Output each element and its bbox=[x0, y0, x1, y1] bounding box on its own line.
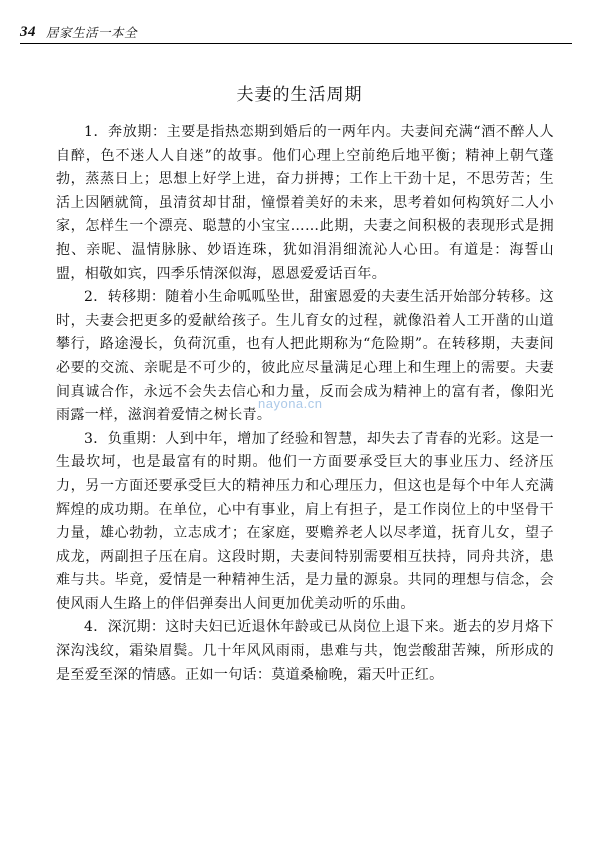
running-header bbox=[20, 20, 572, 44]
paragraph-3: 3．负重期：人到中年，增加了经验和智慧，却失去了青春的光彩。这是一生最坎坷，也是最富有的时期。他们一方面要承受巨大的事业压力、经济压力，另一方面还要承受巨大的精神压力和心理压力，但这也是每个中年人充满辉煌的成功期。在单位，心中有事业，肩上有担子，是工作岗位上的中坚骨干力量，雄心勃勃，立志成才；在家庭，要赡养老人以尽孝道，抚育儿女，望子成龙，两副担子压在肩。这段时期，夫妻间特别需要相互扶持，同舟共济，患难与共。毕竟，爱情是一种精神生活，是力量的源泉。共同的理想与信念，会使风雨人生路上的伴侣弹奏出人间更加优美动听的乐曲。 bbox=[56, 430, 554, 612]
book-title: 居家生活一本全 bbox=[46, 25, 138, 40]
paragraph-1: 1．奔放期：主要是指热恋期到婚后的一两年内。夫妻间充满“酒不醉人人自醉，色不迷人人自迷”的故事。他们心理上空前绝后地平衡；精神上朝气蓬勃，蒸蒸日上；思想上好学上进，奋力拼搏；工作上干劲十足，不思劳苦；生活上因陋就简，虽清贫却甘甜，憧憬着美好的未来，思考着如何构筑好二人小家，怎样生一个漂亮、聪慧的小宝宝……此期，夫妻之间积极的表现形式是拥抱、亲昵、温情脉脉、妙语连珠，犹如涓涓细流沁人心田。有道是：海誓山盟，相敬如宾，四季乐情深似海，恩恩爱爱话百年。 bbox=[56, 124, 554, 282]
paragraph-2: 2．转移期：随着小生命呱呱坠世，甜蜜恩爱的夫妻生活开始部分转移。这时，夫妻会把更多的爱献给孩子。生儿育女的过程，就像沿着人工开凿的山道攀行，路途漫长，负荷沉重，也有人把此期称为“危险期”。在转移期，夫妻间必要的交流、亲昵是不可少的，彼此应尽量满足心理上和生理上的需要。夫妻间真诚合作，永远不会失去信心和力量，反而会成为精神上的富有者，像阳光雨露一样，滋润着爱情之树长青。 bbox=[56, 289, 554, 424]
paragraph-4: 4．深沉期：这时夫妇已近退休年龄或已从岗位上退下来。逝去的岁月烙下深沟浅纹，霜染眉鬓。几十年风风雨雨，患难与共，饱尝酸甜苦辣，所形成的是至爱至深的情感。正如一句话：莫道桑榆晚，霜天叶正红。 bbox=[56, 619, 554, 683]
site-watermark: nayona.cn bbox=[258, 396, 323, 411]
article-title: 夫妻的生活周期 bbox=[236, 85, 363, 105]
page-number: 34 bbox=[20, 24, 36, 40]
